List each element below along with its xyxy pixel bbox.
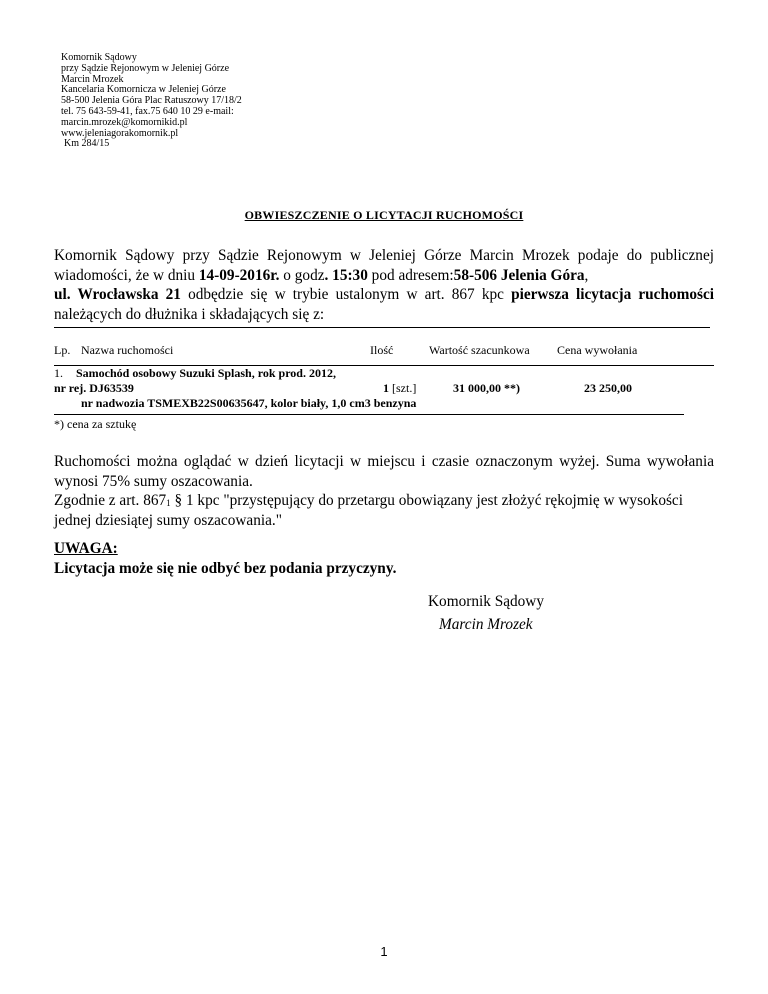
deposit-paragraph-line-1: Zgodnie z art. 8671 § 1 kpc "przystępujący do przetargu obowiązany jest złożyć rękojmię w wysokości bbox=[54, 492, 683, 509]
intro-line-3: ul. Wrocławska 21 odbędzie się w trybie ustalonym w art. 867 kpc pierwsza licytacja ruchomości bbox=[54, 286, 714, 303]
intro-line-4: należących do dłużnika i składających się z: bbox=[54, 305, 325, 323]
header-email: marcin.mrozek@komornikid.pl bbox=[61, 116, 188, 128]
item-unit: [szt.] bbox=[392, 381, 417, 395]
header-line: przy Sądzie Rejonowym w Jeleniej Górze bbox=[61, 62, 230, 74]
col-header-name: Nazwa ruchomości bbox=[81, 343, 174, 357]
table-row bbox=[54, 366, 336, 381]
header-line: Kancelaria Komornicza w Jeleniej Górze bbox=[61, 84, 226, 96]
col-header-price: Cena wywołania bbox=[557, 343, 638, 357]
item-value: 31 000,00 **) bbox=[453, 381, 520, 395]
header-line: Komornik Sądowy bbox=[61, 52, 137, 63]
page-number: 1 bbox=[380, 944, 388, 959]
auction-type: pierwsza licytacja ruchomości bbox=[511, 286, 714, 303]
item-price: 23 250,00 bbox=[584, 381, 632, 395]
auction-street: ul. Wrocławska 21 bbox=[54, 286, 181, 303]
divider bbox=[54, 327, 710, 328]
item-registration: nr rej. DJ63539 bbox=[54, 381, 134, 395]
footnote: *) cena za sztukę bbox=[54, 417, 137, 431]
notice-heading: UWAGA: bbox=[54, 540, 118, 557]
divider bbox=[54, 414, 684, 415]
office-header bbox=[61, 53, 242, 150]
item-lp: 1. bbox=[54, 366, 63, 380]
col-header-qty: Ilość bbox=[370, 343, 394, 357]
auction-address: 58-506 Jelenia Góra bbox=[453, 266, 585, 284]
auction-date: 14-09-2016r. bbox=[198, 266, 280, 284]
col-header-value: Wartość szacunkowa bbox=[429, 343, 530, 357]
header-line: Marcin Mrozek bbox=[61, 73, 124, 85]
header-website: www.jeleniagorakomornik.pl bbox=[61, 127, 179, 139]
signature-role: Komornik Sądowy bbox=[428, 593, 544, 610]
signature-name: Marcin Mrozek bbox=[439, 616, 533, 633]
viewing-paragraph-line-2: wynosi 75% sumy oszacowania. bbox=[54, 473, 253, 490]
header-phone: tel. 75 643-59-41, fax.75 640 10 29 e-mail: bbox=[61, 105, 234, 117]
auction-time: . 15:30 bbox=[324, 266, 368, 284]
item-name: Samochód osobowy Suzuki Splash, rok prod. 2012, bbox=[76, 366, 336, 380]
item-vin: nr nadwozia TSMEXB22S00635647, kolor biały, 1,0 cm3 benzyna bbox=[81, 396, 417, 410]
col-header-lp: Lp. bbox=[54, 343, 71, 357]
document-title: OBWIESZCZENIE O LICYTACJI RUCHOMOŚCI bbox=[244, 208, 524, 222]
header-address: 58-500 Jelenia Góra Plac Ratuszowy 17/18/2 bbox=[61, 95, 242, 107]
item-quantity: 1 [szt.] bbox=[383, 381, 417, 395]
deposit-paragraph-line-2: jednej dziesiątej sumy oszacowania." bbox=[54, 512, 282, 529]
notice-text: Licytacja może się nie odbyć bez podania przyczyny. bbox=[54, 560, 397, 577]
intro-line-2: wiadomości, że w dniu 14-09-2016r. o godz. 15:30 pod adresem:58-506 Jelenia Góra, bbox=[54, 266, 589, 284]
case-number: Km 284/15 bbox=[64, 138, 110, 150]
intro-paragraph bbox=[54, 246, 714, 324]
viewing-paragraph-line-1: Ruchomości można oglądać w dzień licytacji w miejscu i czasie oznaczonym wyżej. Suma wywołania bbox=[54, 453, 714, 470]
intro-line-1: Komornik Sądowy przy Sądzie Rejonowym w Jeleniej Górze Marcin Mrozek podaje do publicznej bbox=[54, 247, 714, 264]
